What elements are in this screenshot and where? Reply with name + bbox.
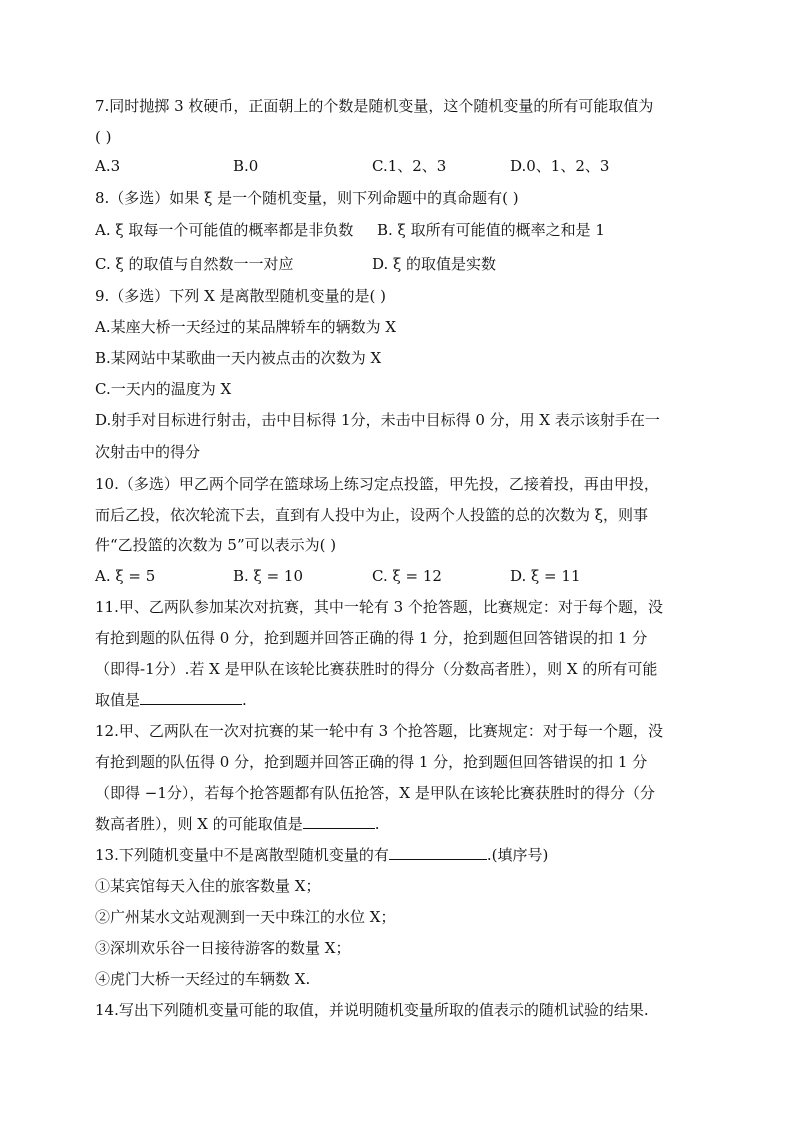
q12-answer-blank[interactable]: [303, 814, 375, 829]
q8-option-b: B. ξ 取所有可能值的概率之和是 1: [377, 221, 605, 239]
q10-stem-line2: 而后乙投，依次轮流下去，直到有人投中为止，设两个人投篮的总的次数为 ξ，则事: [95, 506, 649, 524]
q12-stem-line1: 12.甲、乙两队在一次对抗赛的某一轮中有 3 个抢答题，比赛规定：对于每一个题，没: [95, 722, 663, 740]
q8-stem: 8.（多选）如果 ξ 是一个随机变量，则下列命题中的真命题有( ): [95, 189, 519, 207]
q11-answer-blank[interactable]: [140, 690, 242, 705]
q12-stem-line3: （即得 −1分），若每个抢答题都有队伍抢答，X 是甲队在该轮比赛获胜时的得分（分: [95, 784, 655, 802]
q13-answer-blank[interactable]: [389, 845, 487, 860]
q13-item-4: ④虎门大桥一天经过的车辆数 X.: [95, 970, 311, 988]
q12-answer-suffix: .: [374, 815, 380, 833]
q13-item-2: ②广州某水文站观测到一天中珠江的水位 X；: [95, 908, 396, 926]
q7-stem-line1: 7.同时抛掷 3 枚硬币，正面朝上的个数是随机变量，这个随机变量的所有可能取值为: [95, 97, 654, 115]
q9-stem: 9.（多选）下列 X 是离散型随机变量的是( ): [95, 287, 387, 305]
q8-option-d: D. ξ 的取值是实数: [372, 255, 497, 273]
q10-option-c: C. ξ = 12: [372, 567, 442, 585]
q13-stem-prefix: 13.下列随机变量中不是离散型随机变量的有: [95, 846, 389, 864]
q11-stem-line2: 有抢到题的队伍得 0 分，抢到题并回答正确的得 1 分，抢到题但回答错误的扣 1 分: [95, 629, 648, 647]
q11-stem-line1: 11.甲、乙两队参加某次对抗赛，其中一轮有 3 个抢答题，比赛规定：对于每个题，没: [95, 598, 663, 616]
q7-option-a: A.3: [95, 157, 121, 175]
q14-stem: 14.写出下列随机变量可能的取值，并说明随机变量所取的值表示的随机试验的结果.: [95, 1001, 649, 1019]
q12-stem-line4: [95, 814, 380, 834]
q10-option-a: A. ξ = 5: [95, 567, 156, 585]
q12-answer-prefix: 数高者胜），则 X 的可能取值是: [95, 815, 303, 833]
q12-stem-line2: 有抢到题的队伍得 0 分，抢到题并回答正确的得 1 分，抢到题但回答错误的扣 1 分: [95, 753, 648, 771]
q8-option-a: A. ξ 取每一个可能值的概率都是非负数: [95, 221, 354, 239]
q9-option-d-line2: 次射击中的得分: [95, 443, 201, 461]
q8-option-c: C. ξ 的取值与自然数一一对应: [95, 255, 294, 273]
q11-stem-line4: [95, 690, 247, 710]
q10-option-d: D. ξ = 11: [510, 567, 581, 585]
q13-item-3: ③深圳欢乐谷一日接待游客的数量 X；: [95, 939, 351, 957]
q9-option-c: C.一天内的温度为 X: [95, 380, 232, 398]
q10-stem-line1: 10.（多选）甲乙两个同学在篮球场上练习定点投篮，甲先投，乙接着投，再由甲投，: [95, 475, 659, 493]
q11-answer-prefix: 取值是: [95, 691, 141, 709]
q11-stem-line3: （即得-1分）.若 X 是甲队在该轮比赛获胜时的得分（分数高者胜），则 X 的所有可能: [95, 660, 658, 678]
q13-stem: [95, 845, 548, 865]
q9-option-b: B.某网站中某歌曲一天内被点击的次数为 X: [95, 349, 382, 367]
q9-option-a: A.某座大桥一天经过的某品牌轿车的辆数为 X: [95, 318, 397, 336]
q11-answer-suffix: .: [242, 691, 247, 709]
q13-stem-suffix: .(填序号): [486, 846, 549, 864]
q13-item-1: ①某宾馆每天入住的旅客数量 X；: [95, 877, 321, 895]
q10-option-b: B. ξ = 10: [233, 567, 304, 585]
q10-stem-line3: 件“乙投篮的次数为 5”可以表示为( ): [95, 536, 337, 554]
q7-option-d: D.0、1、2、3: [510, 157, 610, 175]
q7-stem-line2: ( ): [95, 128, 112, 146]
q7-option-b: B.0: [233, 157, 259, 175]
q9-option-d-line1: D.射手对目标进行射击，击中目标得 1分，未击中目标得 0 分，用 X 表示该射手在一: [95, 411, 660, 429]
q7-option-c: C.1、2、3: [372, 157, 447, 175]
